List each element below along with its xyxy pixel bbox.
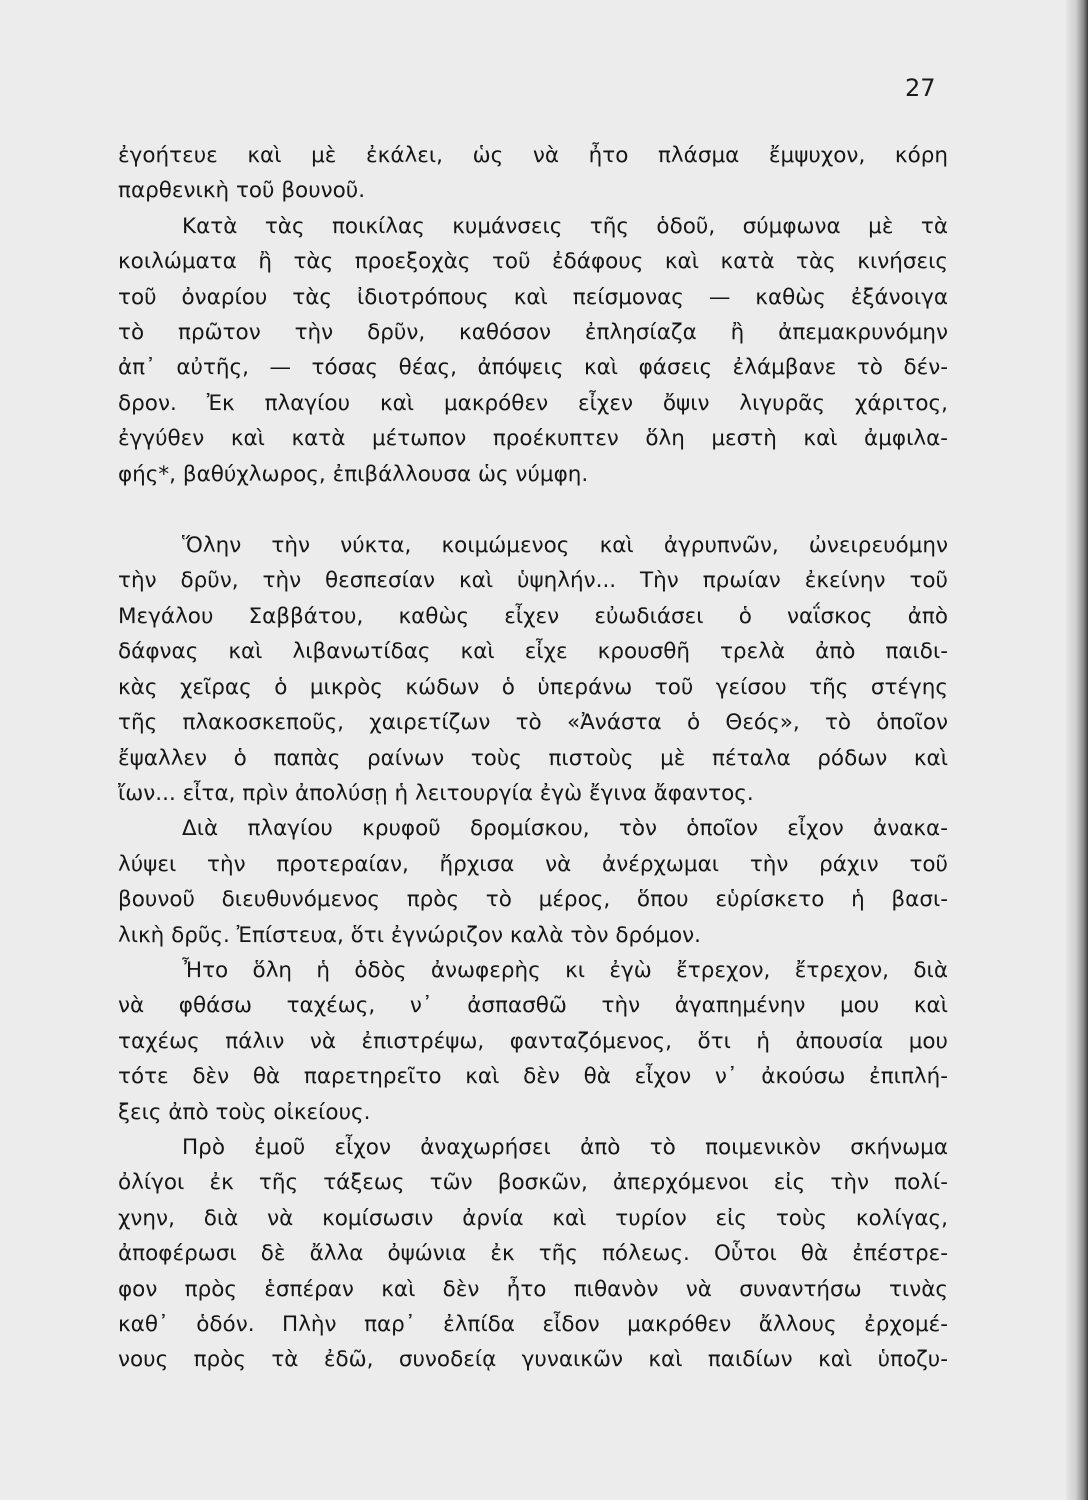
page-number: 27	[905, 74, 936, 102]
body-text	[118, 138, 948, 1378]
text-line: φον πρὸς ἑσπέραν καὶ δὲν ἦτο πιθανὸν νὰ συναντήσω τινὰς	[118, 1276, 948, 1302]
text-line: Μεγάλου Σαββάτου, καθὼς εἶχεν εὐωδιάσει ὁ ναΐσκος ἀπὸ	[118, 603, 948, 629]
text-line: βουνοῦ διευθυνόμενος πρὸς τὸ μέρος, ὅπου εὑρίσκετο ἡ βασι-	[118, 887, 948, 913]
text-line: Ὅλην τὴν νύκτα, κοιμώμενος καὶ ἀγρυπνῶν, ὠνειρευόμην	[182, 533, 948, 559]
text-line: Κατὰ τὰς ποικίλας κυμάνσεις τῆς ὁδοῦ, σύμφωνα μὲ τὰ	[182, 213, 948, 239]
text-line: ἴων... εἶτα, πρὶν ἀπολύσῃ ἡ λειτουργία ἐγὼ ἔγινα ἄφαντος.	[118, 780, 754, 806]
text-line: Ἦτο ὅλη ἡ ὁδὸς ἀνωφερὴς κι ἐγὼ ἔτρεχον, ἔτρεχον, διὰ	[182, 957, 948, 983]
text-line: τοῦ ὀναρίου τὰς ἰδιοτρόπους καὶ πείσμονας — καθὼς ἐξάνοιγα	[118, 284, 948, 310]
text-line: λικὴ δρῦς. Ἐπίστευα, ὅτι ἐγνώριζον καλὰ τὸν δρόμον.	[118, 922, 701, 948]
text-line: λύψει τὴν προτεραίαν, ἤρχισα νὰ ἀνέρχωμαι τὴν ράχιν τοῦ	[118, 851, 948, 877]
text-line: ἀπ᾿ αὐτῆς, — τόσας θέας, ἀπόψεις καὶ φάσεις ἐλάμβανε τὸ δέν-	[118, 355, 948, 381]
text-line: παρθενικὴ τοῦ βουνοῦ.	[118, 178, 366, 204]
text-line: κοιλώματα ἢ τὰς προεξοχὰς τοῦ ἐδάφους καὶ κατὰ τὰς κινήσεις	[118, 249, 948, 275]
page-spine-shadow	[1066, 0, 1088, 1500]
text-line: Πρὸ ἐμοῦ εἶχον ἀναχωρήσει ἀπὸ τὸ ποιμενικὸν σκήνωμα	[182, 1134, 948, 1160]
text-line: Διὰ πλαγίου κρυφοῦ δρομίσκου, τὸν ὁποῖον εἶχον ἀνακα-	[182, 816, 948, 842]
text-line: δάφνας καὶ λιβανωτίδας καὶ εἶχε κρουσθῆ τρελὰ ἀπὸ παιδι-	[118, 639, 948, 665]
section-gap	[118, 492, 948, 528]
text-line: ἀποφέρωσι δὲ ἄλλα ὀψώνια ἐκ τῆς πόλεως. Οὗτοι θὰ ἐπέστρε-	[118, 1241, 948, 1267]
text-line: ἔψαλλεν ὁ παπὰς ραίνων τοὺς πιστοὺς μὲ πέταλα ρόδων καὶ	[118, 745, 948, 771]
text-line: τὴν δρῦν, τὴν θεσπεσίαν καὶ ὑψηλήν... Τὴν πρωίαν ἐκείνην τοῦ	[118, 568, 948, 594]
text-line: χνην, διὰ νὰ κομίσωσιν ἀρνία καὶ τυρίον εἰς τοὺς κολίγας,	[118, 1205, 948, 1231]
text-line: τότε δὲν θὰ παρετηρεῖτο καὶ δὲν θὰ εἶχον ν᾿ ἀκούσω ἐπιπλή-	[118, 1064, 948, 1090]
text-line: ταχέως πάλιν νὰ ἐπιστρέψω, φανταζόμενος, ὅτι ἡ ἀπουσία μου	[118, 1028, 948, 1054]
text-line: ἐγοήτευε καὶ μὲ ἐκάλει, ὡς νὰ ἦτο πλάσμα ἔμψυχον, κόρη	[118, 143, 948, 168]
text-line: δρον. Ἐκ πλαγίου καὶ μακρόθεν εἶχεν ὄψιν λιγυρᾶς χάριτος,	[118, 390, 948, 416]
text-line: καθ᾿ ὁδόν. Πλὴν παρ᾿ ἐλπίδα εἶδον μακρόθεν ἄλλους ἐρχομέ-	[118, 1312, 948, 1337]
text-line: νους πρὸς τὰ ἐδῶ, συνοδείᾳ γυναικῶν καὶ παιδίων καὶ ὑποζυ-	[118, 1347, 948, 1373]
text-line: τὸ πρῶτον τὴν δρῦν, καθόσον ἐπλησίαζα ἢ ἀπεμακρυνόμην	[118, 320, 948, 346]
text-line: ὀλίγοι ἐκ τῆς τάξεως τῶν βοσκῶν, ἀπερχόμενοι εἰς τὴν πολί-	[118, 1170, 948, 1196]
text-line: κὰς χεῖρας ὁ μικρὸς κώδων ὁ ὑπεράνω τοῦ γείσου τῆς στέγης	[118, 674, 948, 700]
text-line: τῆς πλακοσκεποῦς, χαιρετίζων τὸ «Ἀνάστα ὁ Θεός», τὸ ὁποῖον	[118, 710, 948, 736]
text-line: νὰ φθάσω ταχέως, ν᾿ ἀσπασθῶ τὴν ἀγαπημένην μου καὶ	[118, 993, 948, 1019]
text-line: φής*, βαθύχλωρος, ἐπιβάλλουσα ὡς νύμφη.	[118, 461, 589, 487]
text-line: ξεις ἀπὸ τοὺς οἰκείους.	[118, 1099, 371, 1125]
text-line: ἐγγύθεν καὶ κατὰ μέτωπον προέκυπτεν ὅλη μεστὴ καὶ ἀμφιλα-	[118, 426, 948, 452]
